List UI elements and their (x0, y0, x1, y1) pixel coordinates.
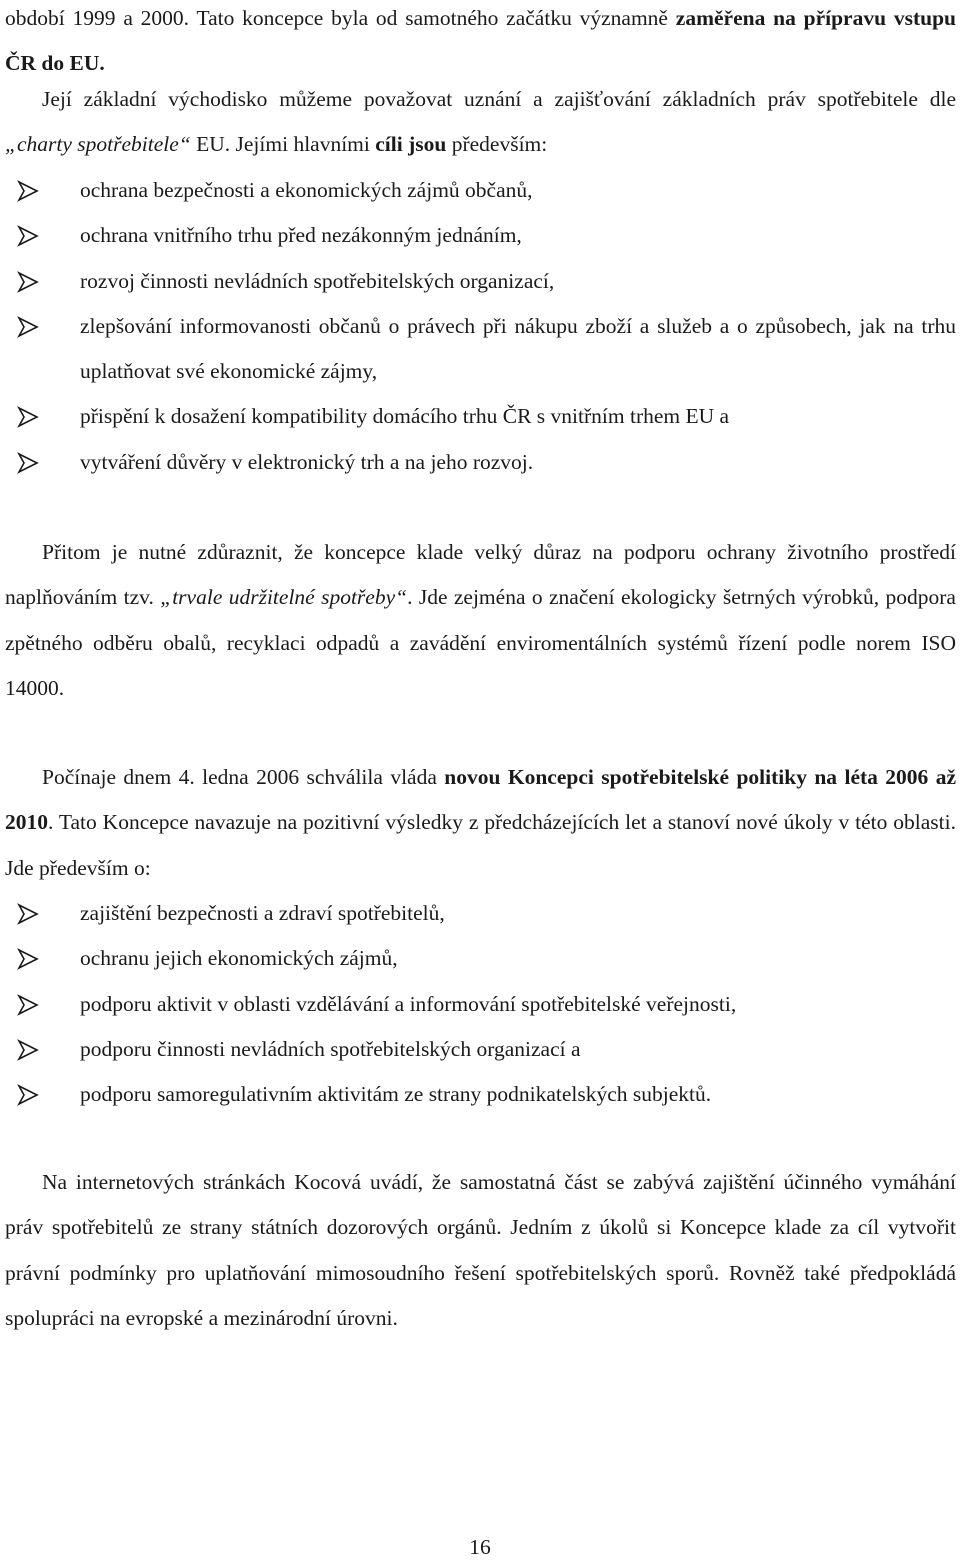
goals-list (5, 168, 956, 485)
intro-bold-text: zaměřena na přípravu vstupu ČR do EU. (5, 6, 957, 76)
closing-paragraph: Na internetových stránkách Kocová uvádí, že samostatná část se zabývá zajištění účinného vymáhání práv spotřebitelů ze strany státních dozorových orgánů. Jedním z úkolů si Koncepce klade za cíl vytvořit právní podmínky pro uplatňování mimosoudního řešení spotřebitelských sporů. Rovněž také předpokládá spolupráci na evropské a mezinárodní úrovni. (5, 1170, 956, 1330)
list-item: vytváření důvěry v elektronický trh a na jeho rozvoj. (5, 440, 956, 485)
policy-text-2: . Tato Koncepce navazuje na pozitivní výsledky z předcházejících let a stanoví nové úkoly v této oblasti. Jde především o: (5, 810, 956, 880)
list-item: ochrana vnitřního trhu před nezákonným jednáním, (5, 213, 956, 258)
intro-paragraph (5, 0, 956, 87)
environment-paragraph (5, 530, 956, 711)
arrow-bullet-icon (17, 1039, 39, 1061)
arrow-bullet-icon (17, 994, 39, 1016)
list-item: ochrana bezpečnosti a ekonomických zájmů občanů, (5, 168, 956, 213)
policy-bold-text: novou Koncepci spotřebitelské politiky na léta 2006 až 2010 (5, 765, 956, 835)
intro-text: období 1999 a 2000. Tato koncepce byla od samotného začátku významně (5, 6, 676, 30)
list-item: rozvoj činnosti nevládních spotřebitelských organizací, (5, 259, 956, 304)
page-number: 16 (469, 1535, 491, 1559)
environment-italic-text: „trvale udržitelné spotřeby“ (160, 585, 408, 610)
arrow-bullet-icon (17, 271, 39, 293)
charter-text-3: především: (446, 132, 548, 157)
arrow-bullet-icon (17, 452, 39, 474)
environment-text-2: . Jde zejména o značení ekologicky šetrných výrobků, podpora zpětného odběru obalů, recyklaci odpadů a zavádění enviromentálních systémů řízení podle norem ISO 14000. (5, 585, 956, 700)
arrow-bullet-icon (17, 948, 39, 970)
arrow-bullet-icon (17, 316, 39, 338)
arrow-bullet-icon (17, 225, 39, 247)
arrow-bullet-icon (17, 406, 39, 428)
list-item: ochranu jejich ekonomických zájmů, (5, 936, 956, 981)
list-item: zlepšování informovanosti občanů o právech při nákupu zboží a služeb a o způsobech, jak na trhu uplatňovat své ekonomické zájmy, (5, 304, 956, 395)
list-item: zajištění bezpečnosti a zdraví spotřebitelů, (5, 891, 956, 936)
arrow-bullet-icon (17, 1084, 39, 1106)
list-item: podporu samoregulativním aktivitám ze strany podnikatelských subjektů. (5, 1072, 956, 1117)
tasks-list (5, 891, 956, 1117)
list-item: podporu aktivit v oblasti vzdělávání a informování spotřebitelské veřejnosti, (5, 982, 956, 1027)
charter-italic-text: „charty spotřebitele“ (5, 132, 191, 157)
policy-text: Počínaje dnem 4. ledna 2006 schválila vláda (42, 765, 445, 789)
charter-paragraph (5, 77, 956, 168)
arrow-bullet-icon (17, 903, 39, 925)
charter-text: Její základní východisko můžeme považovat uznání a zajišťování základních práv spotřebitele dle (42, 87, 956, 111)
arrow-bullet-icon (17, 180, 39, 202)
list-item: přispění k dosažení kompatibility domácího trhu ČR s vnitřním trhem EU a (5, 394, 956, 439)
charter-text-2: EU. Jejími hlavními (190, 132, 376, 157)
list-item: podporu činnosti nevládních spotřebitelských organizací a (5, 1027, 956, 1072)
charter-bold-text: cíli jsou (375, 132, 447, 157)
environment-text: Přitom je nutné zdůraznit, že koncepce klade velký důraz na podporu ochrany životního prostředí naplňováním tzv. (5, 540, 956, 610)
policy-paragraph (5, 755, 956, 891)
